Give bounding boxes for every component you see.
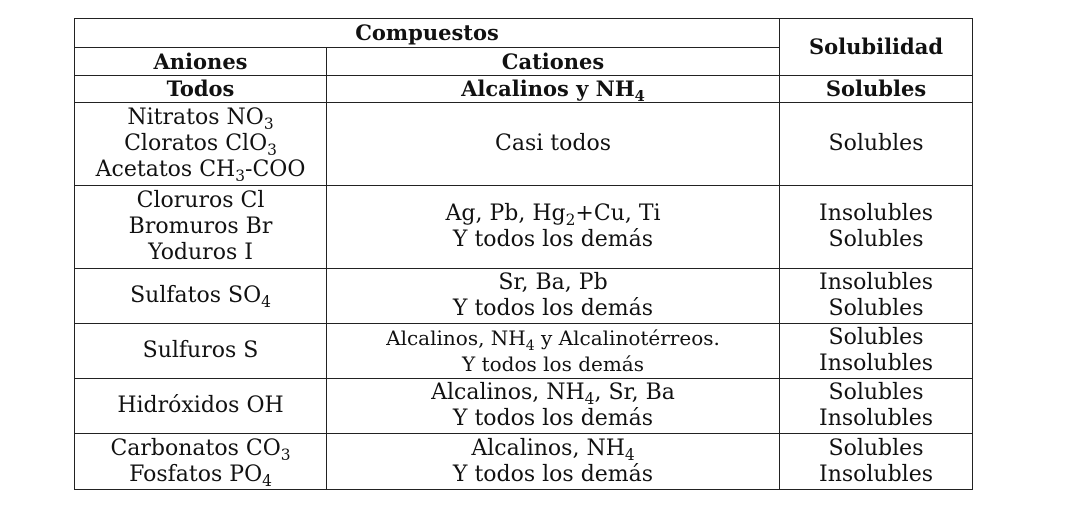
line-text: Alcalinos, NH: [386, 326, 526, 350]
solubility-label: Solubles: [828, 435, 924, 461]
anion-cell: [75, 103, 327, 186]
line-text: Sulfuros S: [142, 338, 259, 363]
solubility-table: [74, 18, 973, 490]
solubility-cell: [780, 324, 973, 379]
line-text: Y todos los demás: [452, 406, 654, 431]
line-text: Y todos los demás: [452, 461, 654, 487]
solubility-label: Insolubles: [819, 201, 934, 226]
line-text: Cloratos ClO: [124, 131, 268, 156]
cell-line: [75, 131, 326, 160]
line-text: Fosfatos PO: [129, 461, 263, 487]
cation-cell: [327, 269, 780, 324]
line-subscript: 4: [525, 337, 535, 354]
line-text: Alcalinos, NH: [471, 435, 625, 461]
line-text: Hidróxidos OH: [117, 393, 284, 418]
solubility-label: Insolubles: [819, 270, 934, 295]
line-subscript: 4: [624, 445, 635, 464]
line-text: Acetatos CH: [95, 157, 236, 182]
line-text: Y todos los demás: [452, 227, 654, 252]
anion-cell: [75, 186, 327, 269]
solubility-label: Solubles: [828, 131, 924, 156]
line-text: Y todos los demás: [462, 352, 644, 376]
cell-line: [327, 296, 779, 322]
cell-line: [327, 436, 779, 462]
line-subscript: 3: [280, 445, 291, 464]
anion-cell: [75, 324, 327, 379]
line-text: Ag, Pb, Hg: [445, 201, 566, 226]
solubility-label: Insolubles: [819, 406, 934, 431]
anion-cell: [75, 379, 327, 434]
line-subscript: 2: [565, 211, 576, 230]
line-subscript: 3: [263, 115, 274, 134]
cell-line: [327, 201, 779, 230]
solubility-cell: [780, 103, 973, 186]
line-text: Yoduros I: [148, 240, 253, 265]
cell-line: [75, 462, 326, 488]
cell-line: [75, 283, 326, 312]
table-row: [75, 269, 973, 324]
cell-line: [75, 436, 326, 462]
header-todos: Todos: [75, 76, 327, 103]
solubility-label: Insolubles: [819, 461, 934, 487]
line-subscript: 4: [262, 471, 272, 490]
solubility-label: Solubles: [828, 296, 924, 321]
table-row: [75, 186, 973, 269]
line-suffix: +Cu, Ti: [575, 201, 661, 226]
table-body: [75, 103, 973, 490]
table-row: [75, 103, 973, 186]
line-text: Casi todos: [495, 131, 611, 156]
header-row-compuestos: [75, 19, 973, 48]
line-text: Bromuros Br: [128, 214, 273, 239]
cell-line: [327, 270, 779, 296]
cell-line: [75, 188, 326, 214]
line-text: Y todos los demás: [452, 296, 654, 321]
solubility-label: Solubles: [828, 380, 924, 405]
anion-cell: [75, 434, 327, 490]
cell-line: [75, 105, 326, 134]
solubility-label: Solubles: [828, 325, 924, 350]
cell-line: [75, 393, 326, 419]
cell-line: [327, 406, 779, 432]
header-solubilidad: Solubilidad: [780, 19, 973, 76]
header-alcalinos-text: Alcalinos y NH: [461, 76, 635, 101]
cation-cell: [327, 434, 780, 490]
line-suffix: , Sr, Ba: [594, 380, 675, 405]
header-solubles: Solubles: [780, 76, 973, 103]
header-alcalinos: [327, 76, 780, 106]
solubility-document: [74, 18, 973, 490]
anion-cell: [75, 269, 327, 324]
line-subscript: 3: [235, 167, 246, 186]
table-row: [75, 324, 973, 379]
line-subscript: 4: [584, 390, 595, 409]
header-cationes: Cationes: [327, 48, 780, 76]
cell-line: [75, 157, 326, 186]
cell-line: [75, 240, 326, 266]
line-text: Sulfatos SO: [130, 283, 262, 308]
cell-line: [327, 462, 779, 488]
solubility-label: Insolubles: [819, 351, 934, 376]
line-subscript: 4: [261, 293, 271, 312]
cell-line: [327, 227, 779, 253]
cation-cell: [327, 186, 780, 269]
cell-line: [327, 131, 779, 157]
cell-line: [327, 325, 779, 354]
header-alcalinos-subscript: 4: [634, 88, 645, 106]
cell-line: [75, 214, 326, 240]
table-row: [75, 379, 973, 434]
header-aniones: Aniones: [75, 48, 327, 76]
header-row-todos: [75, 76, 973, 103]
solubility-cell: [780, 434, 973, 490]
header-compuestos: Compuestos: [75, 19, 780, 48]
cell-line: [327, 351, 779, 377]
line-subscript: 3: [267, 141, 277, 160]
cell-line: [327, 380, 779, 409]
table-row: [75, 434, 973, 490]
solubility-cell: [780, 186, 973, 269]
line-text: Cloruros Cl: [136, 188, 265, 213]
cation-cell: [327, 379, 780, 434]
line-suffix: y Alcalinotérreos.: [534, 326, 720, 350]
solubility-label: Solubles: [828, 227, 924, 252]
cation-cell: [327, 324, 780, 379]
solubility-cell: [780, 379, 973, 434]
line-text: Carbonatos CO: [110, 435, 281, 461]
solubility-cell: [780, 269, 973, 324]
cation-cell: [327, 103, 780, 186]
cell-line: [75, 338, 326, 364]
line-suffix: -COO: [245, 157, 306, 182]
line-text: Alcalinos, NH: [431, 380, 585, 405]
line-text: Nitratos NO: [127, 105, 264, 130]
line-text: Sr, Ba, Pb: [498, 270, 608, 295]
